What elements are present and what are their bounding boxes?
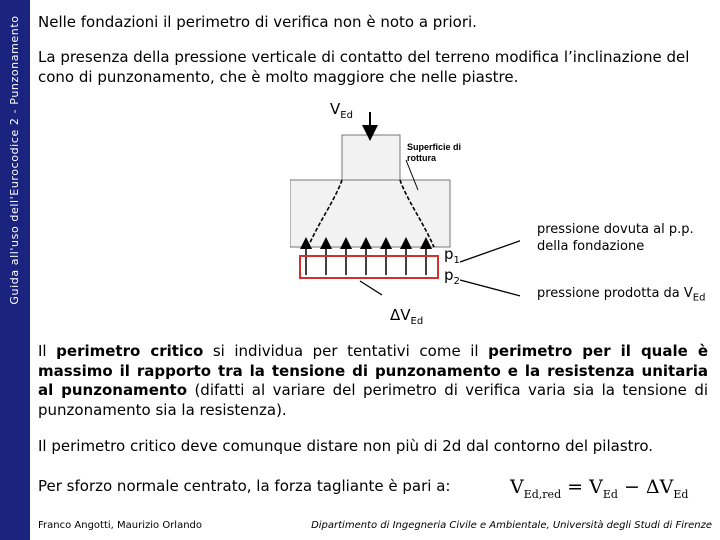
sidebar-title: Guida all'uso dell'Eurocodice 2 - Punzonamento xyxy=(8,15,21,305)
p2-label: $p_2$ xyxy=(444,266,460,287)
footer-authors: Franco Angotti, Maurizio Orlando xyxy=(38,520,203,531)
leader-note2 xyxy=(460,280,520,298)
ved-label: $V_{Ed}$ xyxy=(330,100,353,121)
delta-ved-label: $\Delta V_{Ed}$ xyxy=(390,306,424,327)
footer-department: Dipartimento di Ingegneria Civile e Ambientale, Università degli Studi di Firenze xyxy=(311,520,712,531)
paragraph-forza-tagliante: Per sforzo normale centrato, la forza tagliante è pari a: xyxy=(38,477,451,495)
column xyxy=(342,135,400,180)
paragraph-perimetro-critico: Il perimetro critico si individua per tentativi come il perimetro per il quale è massimo il rapporto tra la tensione di punzonamento e la resistenza unitaria al punzonamento (difatti al variare del perimetro di verifica varia sia la tensione di punzonamento sia la resistenza). xyxy=(38,342,709,419)
punching-cone-diagram xyxy=(290,100,520,330)
sidebar xyxy=(0,0,30,540)
p1-key: fondazioni xyxy=(80,13,159,31)
p1-label: $p_1$ xyxy=(444,245,460,266)
paragraph-distanza: Il perimetro critico deve comunque distare non più di 2d dal contorno del pilastro. xyxy=(38,437,654,455)
note-pressione-ved: pressione prodotta da $V_{Ed}$ xyxy=(537,286,706,304)
superficie-label: Superficie di rottura xyxy=(407,142,462,163)
pressure-arrows xyxy=(306,243,426,275)
paragraph-fondazioni xyxy=(38,12,708,32)
paragraph-pressione: La presenza della pressione verticale di contatto del terreno modifica l’inclinazione del cono di punzonamento, che è molto maggiore che nelle piastre. xyxy=(38,48,690,86)
leader-note1 xyxy=(460,238,520,262)
delta-ved-leader xyxy=(360,281,382,295)
note-peso-proprio: pressione dovuta al p.p. della fondazione xyxy=(537,222,694,254)
p1-post: il perimetro di verifica non è noto a priori. xyxy=(158,13,477,31)
p1-pre: Nelle xyxy=(38,13,81,31)
pressure-p2-box xyxy=(300,256,438,278)
formula-ved-red: $V_{Ed,red} = V_{Ed} - \Delta V_{Ed}$ xyxy=(510,476,689,501)
footing xyxy=(290,180,450,247)
